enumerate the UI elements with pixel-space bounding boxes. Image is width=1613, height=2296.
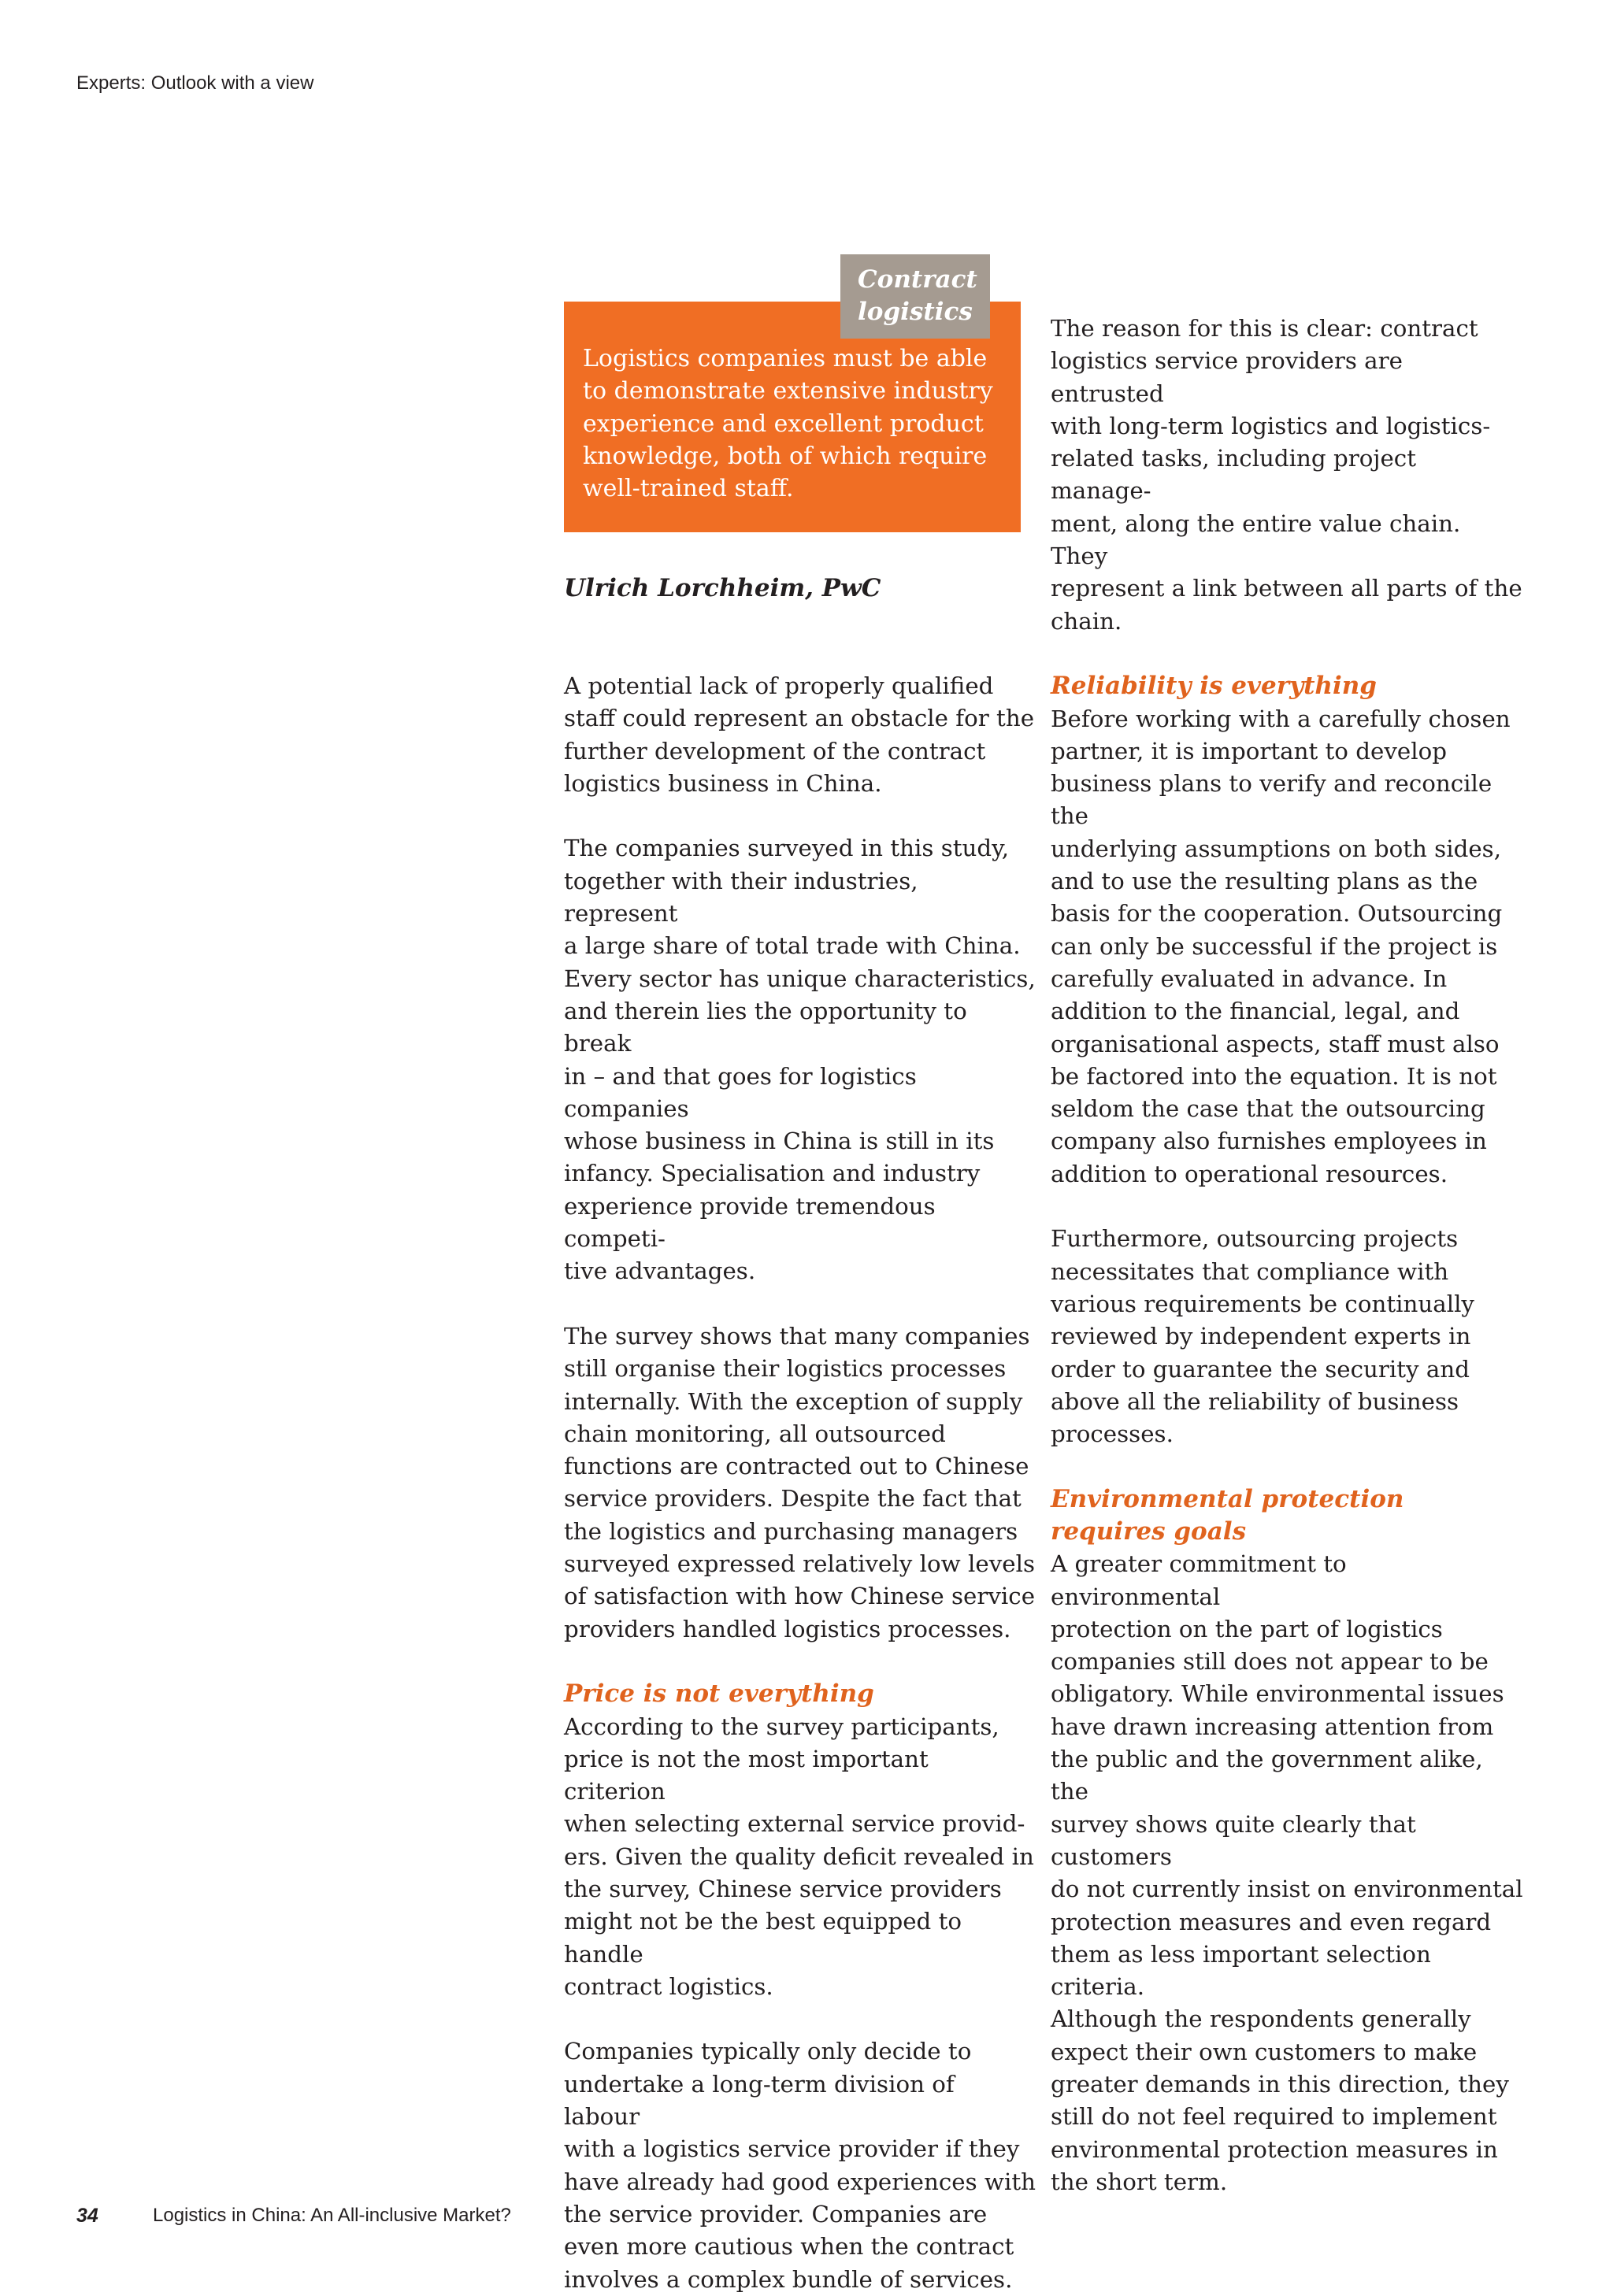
section-heading: Reliability is everything [1051, 672, 1377, 701]
running-head: Experts: Outlook with a view [76, 72, 314, 94]
publication-title: Logistics in China: An All-inclusive Market? [153, 2205, 511, 2226]
page-number: 34 [76, 2205, 98, 2227]
right-column [1051, 313, 1523, 2198]
section-heading: Price is not everything [564, 1679, 874, 1709]
paragraph: Companies typically only decide to undertake a long-term division of labour with a logistics service provider if they have already had good experiences with the service provider. Companies are even more cautious when the contract involves a complex bundle of services. [564, 2038, 1036, 2293]
paragraph: A potential lack of properly qualified staff could represent an obstacle for the further development of the contract logistics business in China. [564, 672, 1035, 797]
pull-quote-text: Logistics companies must be able to demonstrate extensive industry experience and excellent product knowledge, both of which require well-trained staff. [583, 345, 993, 503]
paragraph: A greater commitment to environmental protection on the part of logistics companies still does not appear to be obligatory. While environmental issues have drawn increasing attention from the public and the government alike, the survey shows quite clearly that customers do not currently insist on environmental protection measures and even regard them as less important selection criteria. Although the respondents generally expect their own customers to make greater demands in this direction, they still do not feel required to implement environmental protection measures in the short term. [1051, 1550, 1523, 2195]
paragraph: The survey shows that many companies still organise their logistics processes internally. With the exception of supply chain monitoring, all outsourced functions are contracted out to Chinese service providers. Despite the fact that the logistics and purchasing managers surveyed expressed relatively low levels of satisfaction with how Chinese service providers handled logistics processes. [564, 1322, 1036, 1642]
paragraph: Furthermore, outsourcing projects necessitates that compliance with various requirements be continually reviewed by independent experts in order to guarantee the security and above all the reliability of business processes. [1051, 1225, 1474, 1448]
section-tag-label: Contract logistics [858, 265, 977, 326]
paragraph: The reason for this is clear: contract logistics service providers are entrusted with long-term logistics and logistics- related tasks, including project manage- ment, along the entire value chain. They represent a link between all parts of the chain. [1051, 315, 1522, 635]
section-tag [840, 254, 990, 339]
section-heading: Environmental protection requires goals [1051, 1484, 1404, 1546]
paragraph: Before working with a carefully chosen partner, it is important to develop business plans to verify and reconcile the underlying assumptions on both sides, and to use the resulting plans as the basis for the cooperation. Outsourcing can only be successful if the project is carefully evaluated in advance. In addition to the financial, legal, and organisational aspects, staff must also be factored into the equation. It is not seldom the case that the outsourcing company also furnishes employees in addition to operational resources. [1051, 705, 1511, 1187]
paragraph: The companies surveyed in this study, together with their industries, represent a large share of total trade with China. Every sector has unique characteristics, and therein lies the opportunity to break in – and that goes for logistics companies whose business in China is still in its infancy. Specialisation and industry experience provide tremendous competi- tive advantages. [564, 835, 1036, 1285]
left-column [564, 670, 1036, 2296]
author-byline: Ulrich Lorchheim, PwC [564, 574, 881, 602]
paragraph: According to the survey participants, price is not the most important criterion when selecting external service provid- ers. Given the quality deficit revealed in the survey, Chinese service providers might not be the best equipped to handle contract logistics. [564, 1713, 1034, 2000]
